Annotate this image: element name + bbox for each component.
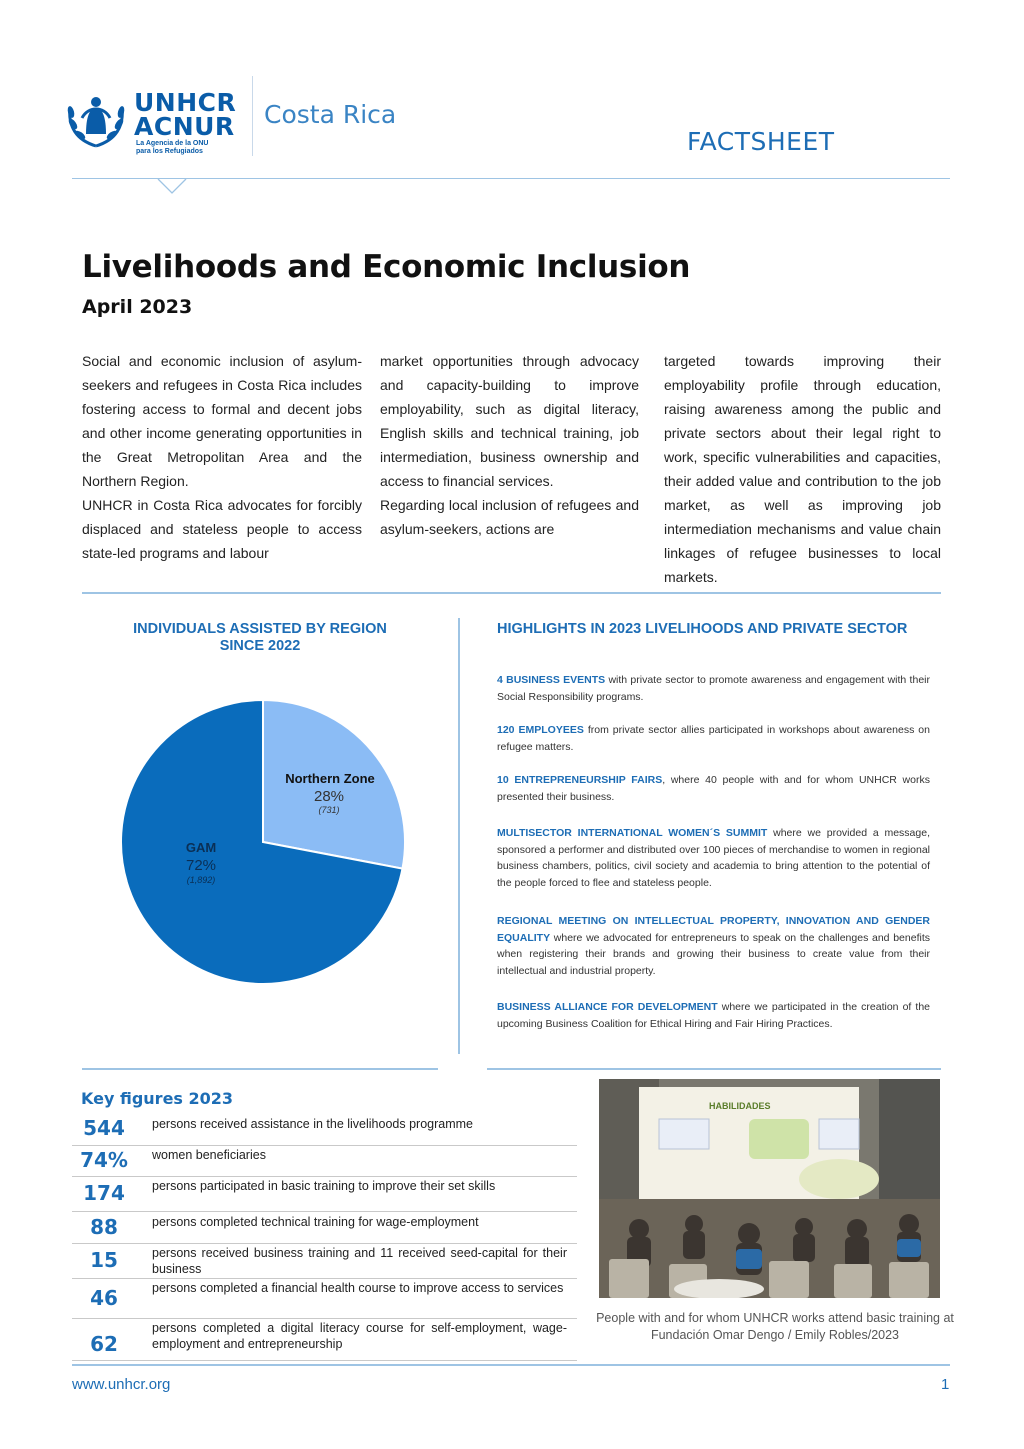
- intro-paragraph: Regarding local inclusion of refugees and asylum-seekers, actions are: [380, 497, 639, 537]
- intro-column-1: [82, 349, 362, 565]
- highlight-lead: 10 ENTREPRENEURSHIP FAIRS: [497, 774, 663, 786]
- highlight-text: where we provided a message, sponsored a performer and distributed over 100 pieces of merchandise to women in regional business chambers, politics, civil society and academia to bring attention to the potential of the people forced to flee and stateless people.: [497, 827, 930, 889]
- slice-count-gam: (1,892): [186, 875, 216, 885]
- laurel-emblem-icon: [62, 88, 130, 150]
- header-rule: [72, 178, 950, 179]
- chevron-down-icon: [156, 178, 188, 196]
- key-figure-number: 62: [90, 1332, 118, 1356]
- region-pie-chart: [100, 690, 430, 990]
- intro-paragraph: market opportunities through advocacy and capacity-building to improve employability, such as digital literacy, English skills and technical training, job intermediation, business ownership and access to financial services.: [380, 353, 639, 489]
- highlight-text: , where 40 people with and for whom UNHCR works presented their business.: [497, 774, 930, 803]
- chart-title: INDIVIDUALS ASSISTED BY REGION SINCE 2022: [133, 621, 387, 654]
- key-figure-text: persons participated in basic training to improve their set skills: [152, 1179, 496, 1193]
- training-photo: [599, 1079, 940, 1298]
- highlight-text: from private sector allies participated in workshops about awareness on refugee matters.: [497, 724, 930, 753]
- highlight-lead: MULTISECTOR INTERNATIONAL WOMEN´S SUMMIT: [497, 827, 768, 839]
- slice-percent-northern-zone: 28%: [313, 788, 345, 805]
- intro-paragraph: targeted towards improving their employability profile through education, raising awareness among the public and private sectors about their legal right to work, specific vulnerabilities and capacities, their added value and contribution to the job market, as well as improving job intermediation mechanisms and value chain linkages of refugee businesses to local markets.: [664, 353, 941, 585]
- classroom-scene-icon: [599, 1079, 940, 1298]
- key-figure-number: 46: [90, 1286, 118, 1310]
- highlight-lead: 120 EMPLOYEES: [497, 724, 584, 736]
- logo-subtitle-2: para los Refugiados: [136, 148, 203, 155]
- footer-website-link[interactable]: www.unhcr.org: [72, 1376, 171, 1393]
- highlight-lead: BUSINESS ALLIANCE FOR DEVELOPMENT: [497, 1001, 718, 1013]
- key-figure-text: persons completed a financial health course to improve access to services: [152, 1281, 564, 1295]
- key-figure-number: 15: [90, 1248, 118, 1272]
- key-figure-row: [72, 1318, 577, 1361]
- key-figure-row: [72, 1243, 577, 1279]
- section-rule-left: [82, 1068, 438, 1070]
- section-rule-right: [487, 1068, 941, 1070]
- highlight-item: [497, 825, 930, 891]
- slide-title: HABILIDADES: [709, 1101, 771, 1111]
- footer-rule: [72, 1364, 950, 1366]
- intro-column-2: [380, 349, 639, 541]
- document-type: FACTSHEET: [687, 127, 835, 156]
- header-divider: [252, 76, 253, 156]
- highlight-text: with private sector to promote awareness and engagement with their Social Responsibility programs.: [497, 674, 930, 703]
- slice-count-northern-zone: (731): [318, 805, 340, 815]
- key-figure-text: persons received business training and 11 received seed-capital for their business: [152, 1246, 567, 1276]
- page-date: April 2023: [82, 296, 193, 318]
- logo-unhcr: UNHCR: [134, 88, 237, 117]
- column-divider: [458, 618, 460, 1054]
- slice-label-gam: GAM: [185, 840, 217, 855]
- country-name: Costa Rica: [264, 100, 397, 129]
- highlight-text: where we advocated for entrepreneurs to speak on the challenges and benefits when registering their brands and growing their business to create value from their intellectual and industrial property.: [497, 931, 930, 977]
- intro-column-3: [664, 349, 941, 589]
- key-figure-row: [72, 1176, 577, 1212]
- photo-caption: People with and for whom UNHCR works attend basic training at Fundación Omar Dengo / Emily Robles/2023: [596, 1311, 954, 1342]
- slice-percent-gam: 72%: [185, 857, 217, 874]
- key-figure-text: persons completed technical training for wage-employment: [152, 1215, 479, 1229]
- key-figure-row: [72, 1211, 577, 1244]
- key-figure-row: [72, 1112, 577, 1146]
- key-figure-number: 88: [90, 1215, 118, 1239]
- intro-paragraph: UNHCR in Costa Rica advocates for forcibly displaced and stateless people to access state-led programs and labour: [82, 497, 362, 561]
- highlight-item: [497, 672, 930, 705]
- intro-paragraph: Social and economic inclusion of asylum-seekers and refugees in Costa Rica includes fostering access to formal and decent jobs and other income generating opportunities in the Great Metropolitan Area and the Northern Region.: [82, 353, 362, 489]
- highlight-item: [497, 999, 930, 1032]
- key-figure-row: [72, 1278, 577, 1319]
- key-figure-text: persons completed a digital literacy course for self-employment, wage-employment and entrepreneurship: [152, 1321, 567, 1351]
- key-figure-number: 544: [83, 1116, 125, 1140]
- highlight-item: [497, 913, 930, 979]
- logo-subtitle-1: La Agencia de la ONU: [136, 140, 209, 147]
- highlight-item: [497, 722, 930, 755]
- key-figures-title: Key figures 2023: [81, 1089, 234, 1108]
- key-figure-number: 74%: [80, 1148, 128, 1172]
- highlights-title: HIGHLIGHTS IN 2023 LIVELIHOODS AND PRIVATE SECTOR: [497, 621, 908, 637]
- page-number: 1: [941, 1376, 950, 1393]
- key-figure-text: women beneficiaries: [152, 1148, 266, 1162]
- highlight-text: where we participated in the creation of the upcoming Business Coalition for Ethical Hiring and Fair Hiring Practices.: [497, 1001, 930, 1030]
- slice-label-northern-zone: Northern Zone: [285, 771, 375, 786]
- key-figure-number: 174: [83, 1181, 125, 1205]
- page-title: Livelihoods and Economic Inclusion: [82, 249, 691, 285]
- section-rule: [82, 592, 941, 594]
- unhcr-logo: [62, 86, 247, 158]
- key-figure-text: persons received assistance in the livelihoods programme: [152, 1117, 473, 1131]
- highlight-lead: 4 BUSINESS EVENTS: [497, 674, 606, 686]
- logo-acnur: ACNUR: [134, 112, 235, 141]
- key-figure-row: [72, 1145, 577, 1177]
- highlight-item: [497, 772, 930, 805]
- highlight-lead: REGIONAL MEETING ON INTELLECTUAL PROPERTY, INNOVATION AND GENDER EQUALITY: [497, 915, 930, 944]
